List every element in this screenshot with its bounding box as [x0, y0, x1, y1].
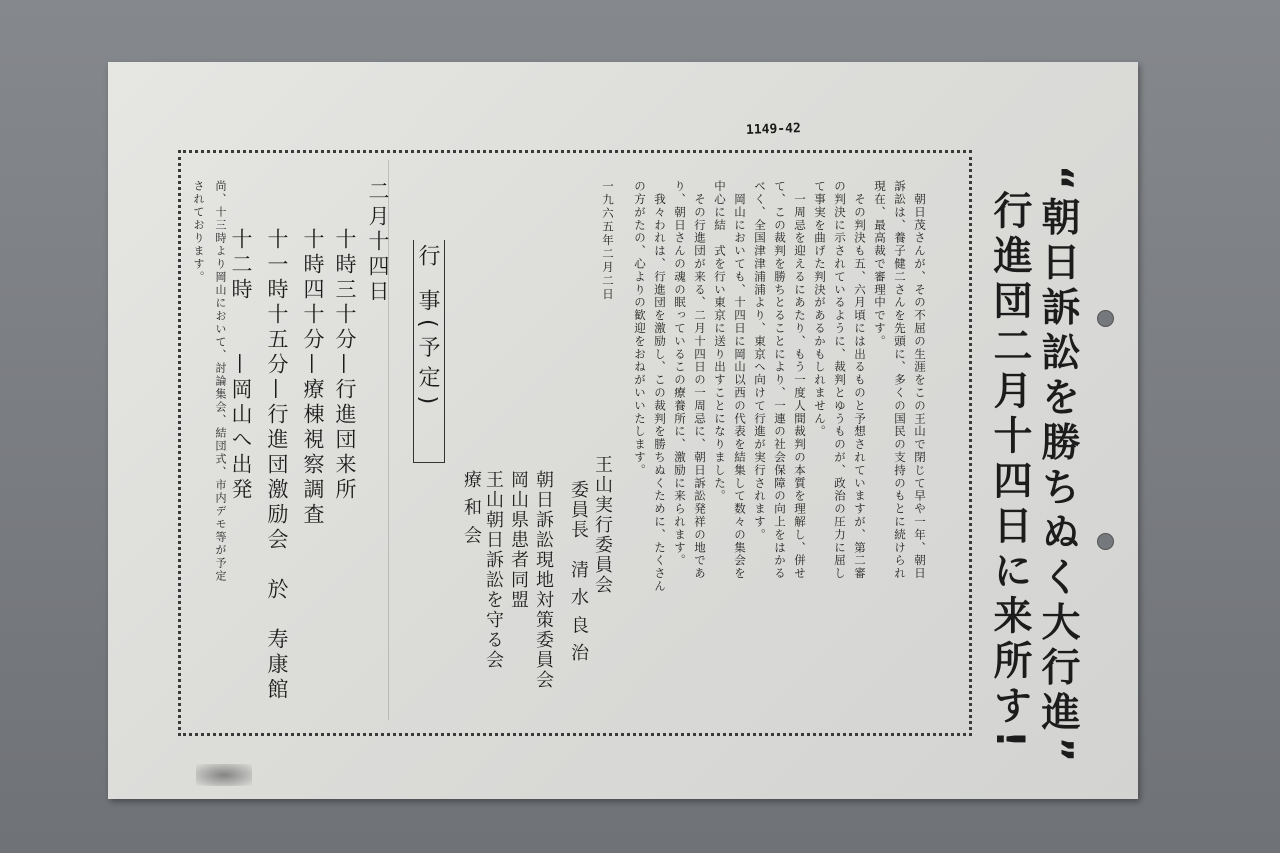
sponsor-3: 王山朝日訴訟を守る会: [483, 470, 504, 670]
stain-mark: [196, 764, 252, 786]
body-date: 一九六五年二月二日: [601, 180, 615, 302]
events-note: 尚、十三時より岡山において、討論集会、結団式、市内デモ等が予定 されております。: [192, 180, 227, 583]
committee-name: 王山実行委員会: [592, 455, 613, 595]
event-item-1: 十時三十分—行進団来所: [333, 228, 357, 503]
events-date: 二月十四日: [366, 180, 390, 305]
body-paragraphs: 朝日茂さんが、その不屈の生涯をこの王山で閉じて早や一年、朝日 訴訟は、養子健二さんを先頭に、多くの国民の支持のもとに続けられ 現在、最高裁で審理中です。 その判決も五、六月頃には出るものと予想されていますが、第二審 の判決に示されているように、裁判とゆうものが、政治の圧力に屈し て事実を曲げた判決があるかもしれません。 一周忌を迎えるにあたり、もう一度人間裁判の本質を理解し、併せ て、この裁判を勝ちとることにより、一連の社会保障の向上をはかる べく、全国津津浦浦より、東京へ向けて行進が実行されます。 岡山においても、十四日に岡山以西の代表を結集して数々の集会を 中心に結 式を行い東京に送り出すことになりました。 その行進団が来る、二月十四日の一周忌に、朝日訴訟発祥の地であ り、朝日さんの魂の眠っているこの療養所に、激励に来られます。 我々われは、行進団を激励し、この裁判を勝ちぬくために、たくさん の方がたの、心よりの歓迎をおねがいいたします。: [633, 180, 927, 593]
catalog-number: 1149-42: [745, 121, 802, 138]
title-line-1: “朝日訴訟を勝ちぬく大行進”: [1035, 165, 1080, 769]
sponsor-1: 朝日訴訟現地対策委員会: [533, 470, 554, 690]
committee-chair: 委員長 清 水 良 治: [568, 480, 589, 664]
event-item-3: 十一時十五分—行進団激励会 於 寿康館: [265, 228, 289, 703]
sponsor-2: 岡山県患者同盟: [508, 470, 529, 610]
event-item-2: 十時四十分—療棟視察調査: [301, 228, 325, 528]
title-line-2: 行進団二月十四日に来所す!: [987, 190, 1032, 754]
events-heading: 行 事(予定): [415, 244, 440, 413]
punch-hole: [1097, 533, 1114, 550]
sponsor-4: 療 和 会: [461, 470, 482, 546]
event-item-4: 十二時 —岡山へ出発: [229, 228, 253, 503]
punch-hole: [1097, 310, 1114, 327]
